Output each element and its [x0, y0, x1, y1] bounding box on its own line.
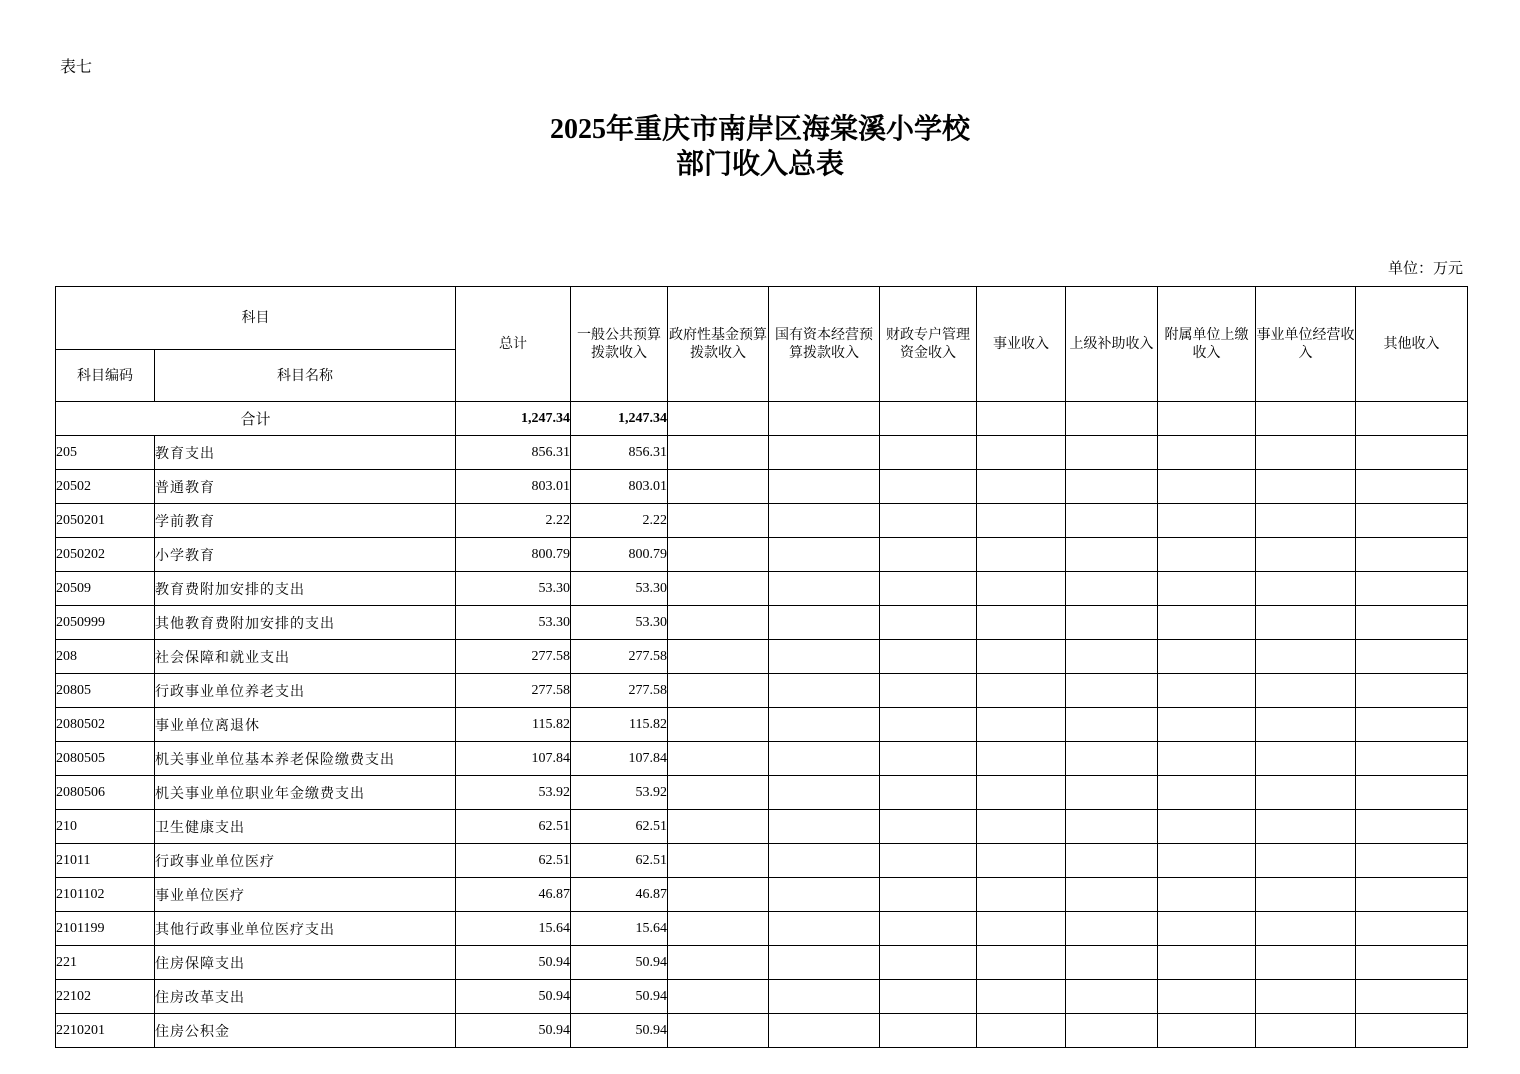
empty-cell [1356, 844, 1468, 878]
empty-cell [1256, 538, 1356, 572]
empty-cell [977, 776, 1066, 810]
subject-code-cell: 2080505 [56, 742, 155, 776]
empty-cell [1158, 470, 1256, 504]
empty-cell [1066, 538, 1158, 572]
empty-cell [1256, 742, 1356, 776]
header-affiliated-income: 附属单位上缴收入 [1158, 287, 1256, 402]
empty-cell [1356, 912, 1468, 946]
empty-cell [1256, 946, 1356, 980]
page-label: 表七 [60, 57, 93, 76]
empty-cell [668, 878, 769, 912]
total-cell: 62.51 [456, 810, 571, 844]
subject-code-cell: 2210201 [56, 1014, 155, 1048]
total-cell: 50.94 [456, 980, 571, 1014]
header-other-income: 其他收入 [1356, 287, 1468, 402]
empty-cell [977, 844, 1066, 878]
empty-cell [880, 1014, 977, 1048]
empty-cell [880, 572, 977, 606]
total-row [56, 402, 1468, 436]
empty-cell [1158, 810, 1256, 844]
total-cell: 50.94 [456, 946, 571, 980]
empty-cell [1356, 708, 1468, 742]
total-cell: 53.92 [456, 776, 571, 810]
general-budget-cell: 62.51 [571, 844, 668, 878]
empty-cell [1356, 572, 1468, 606]
empty-cell [1158, 776, 1256, 810]
general-budget-cell: 53.92 [571, 776, 668, 810]
empty-cell [769, 436, 880, 470]
empty-cell [880, 436, 977, 470]
empty-cell [880, 470, 977, 504]
empty-cell [668, 1014, 769, 1048]
empty-cell [1158, 538, 1256, 572]
header-general-budget: 一般公共预算拨款收入 [571, 287, 668, 402]
subject-code-cell: 20509 [56, 572, 155, 606]
empty-cell [977, 572, 1066, 606]
subject-code-cell: 22102 [56, 980, 155, 1014]
empty-cell [769, 946, 880, 980]
subject-name-cell: 机关事业单位职业年金缴费支出 [155, 776, 456, 810]
subject-name-cell: 学前教育 [155, 504, 456, 538]
empty-cell [668, 980, 769, 1014]
empty-cell [1158, 504, 1256, 538]
total-cell: 62.51 [456, 844, 571, 878]
empty-cell [769, 810, 880, 844]
subject-name-cell: 机关事业单位基本养老保险缴费支出 [155, 742, 456, 776]
empty-cell [977, 708, 1066, 742]
empty-cell [1158, 606, 1256, 640]
empty-cell [1256, 810, 1356, 844]
empty-cell [1356, 436, 1468, 470]
general-budget-cell: 277.58 [571, 674, 668, 708]
empty-cell [769, 878, 880, 912]
header-gov-fund: 政府性基金预算拨款收入 [668, 287, 769, 402]
table-row [56, 538, 1468, 572]
empty-cell [880, 776, 977, 810]
header-total: 总计 [456, 287, 571, 402]
empty-cell [1066, 742, 1158, 776]
total-cell: 53.30 [456, 606, 571, 640]
title-line-1: 2025年重庆市南岸区海棠溪小学校 [549, 114, 970, 145]
empty-cell [1066, 572, 1158, 606]
empty-cell [1256, 640, 1356, 674]
subject-code-cell: 2101199 [56, 912, 155, 946]
empty-cell [769, 912, 880, 946]
general-budget-cell: 53.30 [571, 606, 668, 640]
empty-cell [1256, 504, 1356, 538]
subject-name-cell: 小学教育 [155, 538, 456, 572]
empty-cell [1356, 674, 1468, 708]
empty-cell [668, 538, 769, 572]
empty-cell [1356, 878, 1468, 912]
empty-cell [880, 844, 977, 878]
table-row [56, 844, 1468, 878]
empty-cell [1066, 776, 1158, 810]
subject-name-cell: 其他教育费附加安排的支出 [155, 606, 456, 640]
table-row [56, 674, 1468, 708]
empty-cell [1158, 1014, 1256, 1048]
empty-cell [880, 606, 977, 640]
subject-code-cell: 2080506 [56, 776, 155, 810]
empty-cell [977, 1014, 1066, 1048]
general-budget-cell: 50.94 [571, 946, 668, 980]
empty-cell [880, 912, 977, 946]
empty-cell [977, 878, 1066, 912]
table-row [56, 878, 1468, 912]
total-cell: 115.82 [456, 708, 571, 742]
empty-cell [1158, 674, 1256, 708]
table-row [56, 470, 1468, 504]
empty-cell [1158, 708, 1256, 742]
subject-name-cell: 住房改革支出 [155, 980, 456, 1014]
empty-cell [880, 538, 977, 572]
empty-cell [1158, 844, 1256, 878]
general-budget-cell: 800.79 [571, 538, 668, 572]
general-budget-cell: 62.51 [571, 810, 668, 844]
subject-code-cell: 2050202 [56, 538, 155, 572]
header-subject-name: 科目名称 [155, 350, 456, 402]
general-budget-cell: 115.82 [571, 708, 668, 742]
empty-cell [1356, 980, 1468, 1014]
table-row [56, 810, 1468, 844]
table-row [56, 606, 1468, 640]
empty-cell [668, 436, 769, 470]
empty-cell [977, 674, 1066, 708]
empty-cell [769, 470, 880, 504]
empty-cell [668, 674, 769, 708]
empty-cell [880, 946, 977, 980]
empty-cell [1256, 708, 1356, 742]
empty-cell [668, 844, 769, 878]
empty-cell [668, 776, 769, 810]
empty-cell [1066, 470, 1158, 504]
subject-code-cell: 210 [56, 810, 155, 844]
subject-name-cell: 事业单位离退休 [155, 708, 456, 742]
empty-cell [1066, 810, 1158, 844]
empty-cell [668, 946, 769, 980]
empty-cell [977, 538, 1066, 572]
empty-cell [977, 742, 1066, 776]
table-row [56, 572, 1468, 606]
empty-cell [1356, 742, 1468, 776]
general-budget-cell: 50.94 [571, 1014, 668, 1048]
header-business-income: 事业收入 [977, 287, 1066, 402]
subject-code-cell: 20805 [56, 674, 155, 708]
total-cell: 50.94 [456, 1014, 571, 1048]
empty-cell [769, 674, 880, 708]
subject-code-cell: 2080502 [56, 708, 155, 742]
empty-cell [1066, 878, 1158, 912]
empty-cell [977, 810, 1066, 844]
subject-code-cell: 205 [56, 436, 155, 470]
subject-name-cell: 社会保障和就业支出 [155, 640, 456, 674]
subject-code-cell: 20502 [56, 470, 155, 504]
empty-cell [769, 708, 880, 742]
total-cell: 107.84 [456, 742, 571, 776]
table-row [56, 742, 1468, 776]
empty-cell [1256, 912, 1356, 946]
empty-cell [1356, 504, 1468, 538]
empty-cell [668, 708, 769, 742]
total-cell: 53.30 [456, 572, 571, 606]
empty-cell [668, 912, 769, 946]
empty-cell [1256, 470, 1356, 504]
empty-cell [1066, 708, 1158, 742]
table-row [56, 504, 1468, 538]
empty-cell [1356, 606, 1468, 640]
empty-cell [1356, 810, 1468, 844]
empty-cell [977, 640, 1066, 674]
empty-cell [1256, 1014, 1356, 1048]
empty-cell [977, 946, 1066, 980]
subject-code-cell: 2101102 [56, 878, 155, 912]
empty-cell [1066, 946, 1158, 980]
empty-cell [1256, 572, 1356, 606]
total-cell: 2.22 [456, 504, 571, 538]
empty-cell [1356, 538, 1468, 572]
table-row [56, 1014, 1468, 1048]
empty-cell [668, 606, 769, 640]
empty-cell [769, 742, 880, 776]
subject-name-cell: 其他行政事业单位医疗支出 [155, 912, 456, 946]
general-budget-cell: 1,247.34 [571, 402, 668, 436]
title-line-2: 部门收入总表 [675, 149, 844, 180]
unit-label: 单位：万元 [1387, 259, 1463, 277]
subject-name-cell: 事业单位医疗 [155, 878, 456, 912]
empty-cell [880, 878, 977, 912]
general-budget-cell: 803.01 [571, 470, 668, 504]
empty-cell [1158, 878, 1256, 912]
table-row [56, 776, 1468, 810]
table-row [56, 946, 1468, 980]
empty-cell [880, 504, 977, 538]
general-budget-cell: 2.22 [571, 504, 668, 538]
subject-name-cell: 行政事业单位养老支出 [155, 674, 456, 708]
total-cell: 1,247.34 [456, 402, 571, 436]
general-budget-cell: 53.30 [571, 572, 668, 606]
empty-cell [1158, 980, 1256, 1014]
header-operating-income: 事业单位经营收入 [1256, 287, 1356, 402]
empty-cell [769, 640, 880, 674]
empty-cell [1356, 1014, 1468, 1048]
empty-cell [1256, 844, 1356, 878]
empty-cell [1066, 912, 1158, 946]
total-cell: 277.58 [456, 674, 571, 708]
table-row [56, 708, 1468, 742]
subject-name-cell: 住房公积金 [155, 1014, 456, 1048]
empty-cell [977, 606, 1066, 640]
subject-name-cell: 教育费附加安排的支出 [155, 572, 456, 606]
subject-code-cell: 2050999 [56, 606, 155, 640]
empty-cell [1158, 742, 1256, 776]
total-cell: 15.64 [456, 912, 571, 946]
table-row [56, 980, 1468, 1014]
empty-cell [880, 708, 977, 742]
empty-cell [1256, 776, 1356, 810]
empty-cell [668, 742, 769, 776]
empty-cell [668, 640, 769, 674]
subject-name-cell: 教育支出 [155, 436, 456, 470]
empty-cell [769, 572, 880, 606]
empty-cell [1066, 640, 1158, 674]
empty-cell [1356, 946, 1468, 980]
total-cell: 277.58 [456, 640, 571, 674]
header-subject-code: 科目编码 [56, 350, 155, 402]
general-budget-cell: 107.84 [571, 742, 668, 776]
empty-cell [1066, 436, 1158, 470]
subject-name-cell: 住房保障支出 [155, 946, 456, 980]
empty-cell [1066, 1014, 1158, 1048]
empty-cell [769, 980, 880, 1014]
subject-code-cell: 208 [56, 640, 155, 674]
page-title [0, 112, 1520, 182]
total-cell: 46.87 [456, 878, 571, 912]
table-row [56, 912, 1468, 946]
subject-code-cell: 221 [56, 946, 155, 980]
total-cell: 803.01 [456, 470, 571, 504]
empty-cell [977, 436, 1066, 470]
empty-cell [668, 572, 769, 606]
total-label: 合计 [56, 402, 456, 436]
subject-code-cell: 21011 [56, 844, 155, 878]
empty-cell [668, 810, 769, 844]
empty-cell [977, 470, 1066, 504]
empty-cell [1158, 436, 1256, 470]
header-superior-subsidy: 上级补助收入 [1066, 287, 1158, 402]
empty-cell [769, 1014, 880, 1048]
empty-cell [668, 470, 769, 504]
total-cell: 856.31 [456, 436, 571, 470]
empty-cell [880, 980, 977, 1014]
empty-cell [1158, 640, 1256, 674]
empty-cell [977, 504, 1066, 538]
subject-name-cell: 行政事业单位医疗 [155, 844, 456, 878]
empty-cell [1066, 980, 1158, 1014]
empty-cell [769, 844, 880, 878]
subject-code-cell: 2050201 [56, 504, 155, 538]
empty-cell [1066, 674, 1158, 708]
empty-cell [1158, 946, 1256, 980]
header-state-capital: 国有资本经营预算拨款收入 [769, 287, 880, 402]
empty-cell [1066, 606, 1158, 640]
general-budget-cell: 856.31 [571, 436, 668, 470]
general-budget-cell: 15.64 [571, 912, 668, 946]
empty-cell [880, 640, 977, 674]
header-fiscal-special: 财政专户管理资金收入 [880, 287, 977, 402]
empty-cell [977, 912, 1066, 946]
income-table [55, 286, 1468, 1048]
empty-cell [1256, 606, 1356, 640]
empty-cell [769, 606, 880, 640]
empty-cell [1356, 776, 1468, 810]
general-budget-cell: 50.94 [571, 980, 668, 1014]
empty-cell [1256, 878, 1356, 912]
table-row [56, 640, 1468, 674]
empty-cell [880, 810, 977, 844]
empty-cell [1256, 436, 1356, 470]
empty-cell [880, 674, 977, 708]
empty-cell [1256, 980, 1356, 1014]
empty-cell [1158, 912, 1256, 946]
empty-cell [1066, 504, 1158, 538]
empty-cell [1066, 844, 1158, 878]
general-budget-cell: 46.87 [571, 878, 668, 912]
empty-cell [668, 504, 769, 538]
empty-cell [769, 776, 880, 810]
total-cell: 800.79 [456, 538, 571, 572]
table-row [56, 436, 1468, 470]
empty-cell [1256, 674, 1356, 708]
empty-cell [1158, 572, 1256, 606]
empty-cell [1356, 640, 1468, 674]
header-subject: 科目 [56, 287, 456, 350]
general-budget-cell: 277.58 [571, 640, 668, 674]
empty-cell [769, 504, 880, 538]
empty-cell [977, 980, 1066, 1014]
empty-cell [1356, 470, 1468, 504]
empty-cell [880, 742, 977, 776]
subject-name-cell: 卫生健康支出 [155, 810, 456, 844]
subject-name-cell: 普通教育 [155, 470, 456, 504]
empty-cell [769, 538, 880, 572]
